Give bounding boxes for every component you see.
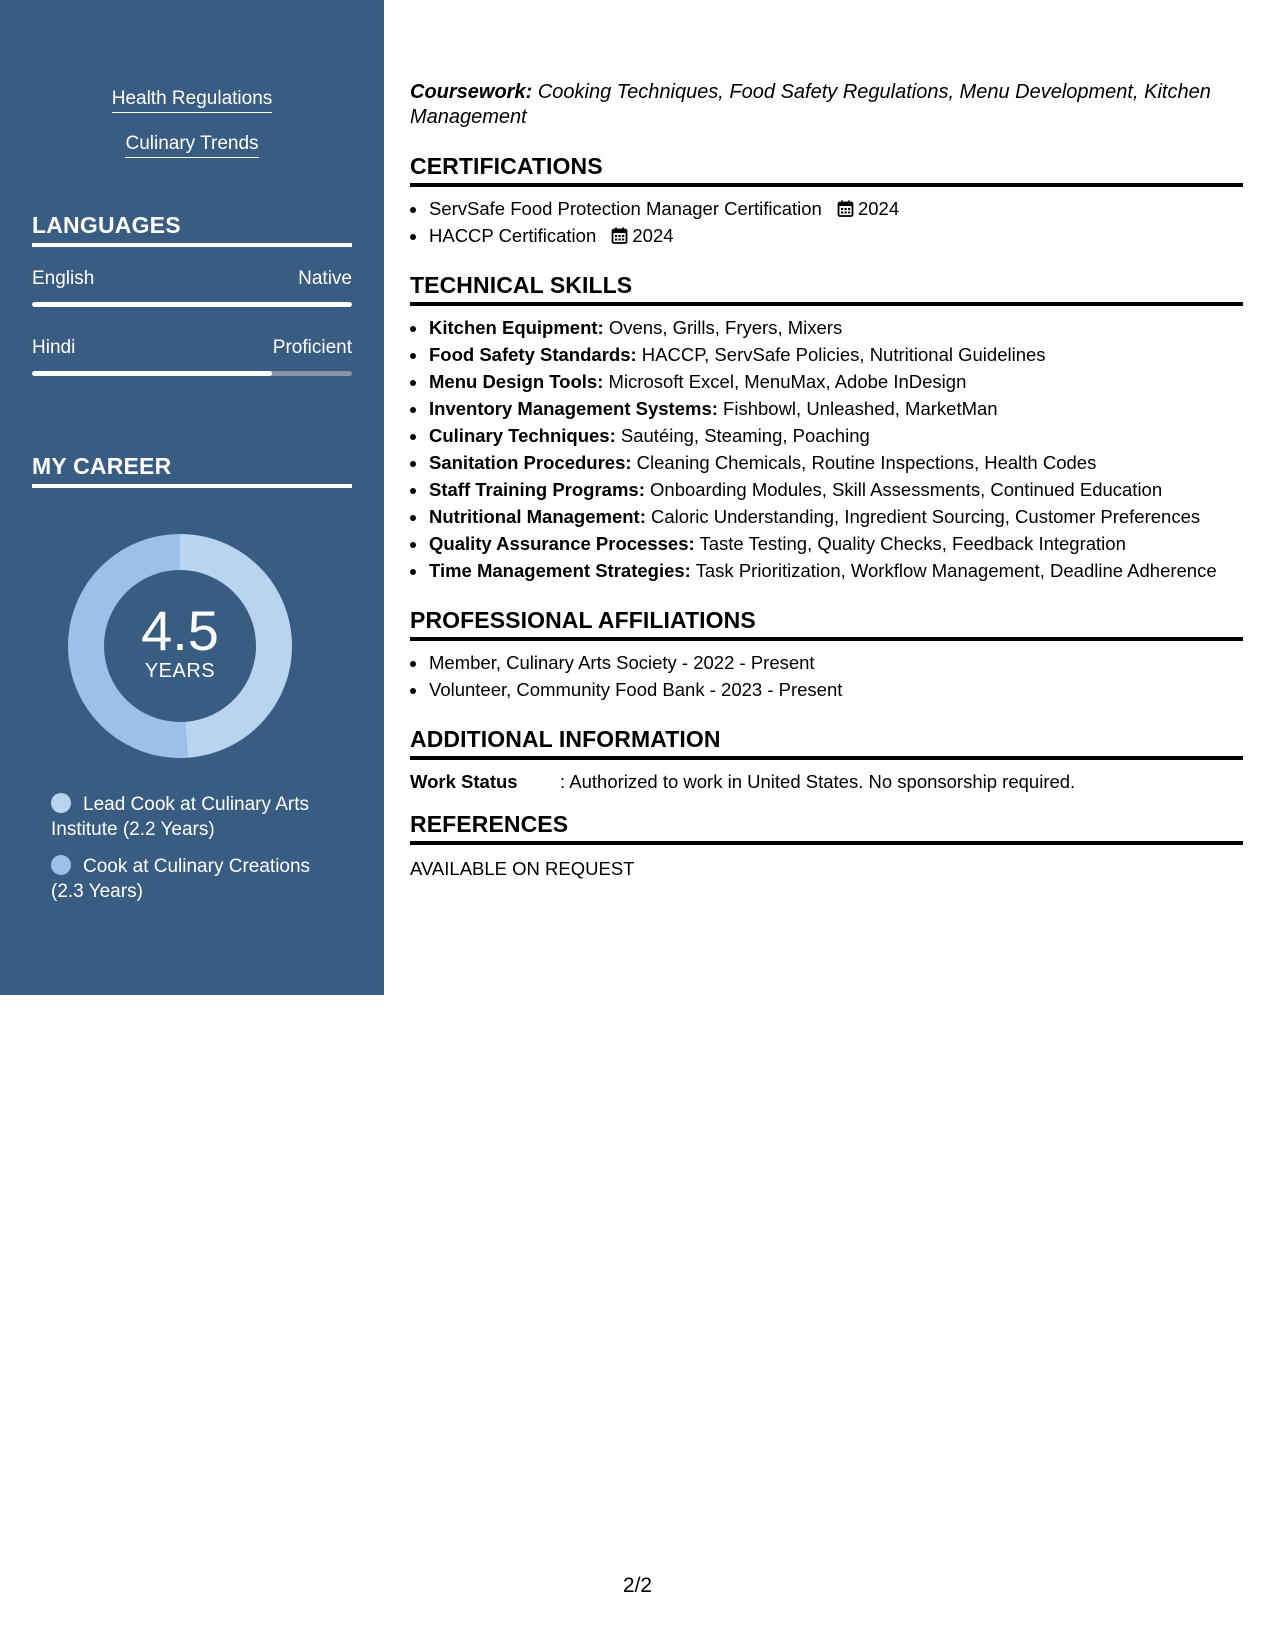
list-item	[428, 314, 1243, 341]
list-item	[428, 368, 1243, 395]
career-donut-chart	[66, 532, 294, 760]
skill-value: Sautéing, Steaming, Poaching	[620, 425, 870, 446]
list-item	[428, 395, 1243, 422]
skill-label: Kitchen Equipment:	[429, 317, 604, 338]
list-item	[428, 530, 1243, 557]
list-item	[428, 476, 1243, 503]
certification-year: 2024	[857, 198, 900, 219]
skill-value: Taste Testing, Quality Checks, Feedback Integration	[699, 533, 1126, 554]
skill-value: Ovens, Grills, Fryers, Mixers	[608, 317, 843, 338]
skill-value: Task Prioritization, Workflow Management, Deadline Adherence	[695, 560, 1217, 581]
certification-year: 2024	[632, 225, 674, 246]
work-status-value: : Authorized to work in United States. No sponsorship required.	[560, 771, 1076, 792]
list-item	[428, 222, 1243, 249]
coursework	[410, 80, 1243, 130]
list-item	[428, 341, 1243, 368]
coursework-text: Cooking Techniques, Food Safety Regulations, Menu Development, Kitchen Management	[410, 81, 1211, 128]
donut-center	[66, 532, 294, 760]
certifications-heading: CERTIFICATIONS	[410, 153, 1243, 187]
language-level: Proficient	[272, 337, 352, 358]
affiliations-heading: PROFESSIONAL AFFILIATIONS	[410, 607, 1243, 641]
list-item: • Member, Culinary Arts Society - 2022 - Present	[428, 649, 1243, 676]
skill-label: Food Safety Standards:	[429, 344, 637, 365]
additional-information-heading: ADDITIONAL INFORMATION	[410, 726, 1243, 760]
interest-item	[0, 88, 384, 113]
language-name: Hindi	[32, 337, 76, 358]
legend-dot-icon	[51, 855, 71, 875]
skill-label: Staff Training Programs:	[429, 479, 645, 500]
language-proficiency-fill	[32, 302, 352, 307]
skill-label: Menu Design Tools:	[429, 371, 604, 392]
affiliations-list	[410, 649, 1243, 703]
language-proficiency-bar	[32, 371, 352, 376]
certifications-list	[410, 195, 1243, 249]
technical-skills-heading: TECHNICAL SKILLS	[410, 272, 1243, 306]
skill-label: Inventory Management Systems:	[429, 398, 718, 419]
skill-value: Onboarding Modules, Skill Assessments, Continued Education	[650, 479, 1163, 500]
career-legend-item	[51, 792, 331, 842]
career-total-unit: YEARS	[144, 659, 216, 682]
skill-value: HACCP, ServSafe Policies, Nutritional Guidelines	[641, 344, 1046, 365]
career-legend-item	[51, 854, 331, 904]
language-level: Native	[298, 268, 352, 289]
language-name: English	[32, 268, 95, 289]
skill-label: Sanitation Procedures:	[429, 452, 632, 473]
skill-label: Culinary Techniques:	[429, 425, 616, 446]
career-heading: MY CAREER	[32, 453, 352, 488]
certification-name: HACCP Certification	[429, 225, 597, 246]
list-item	[428, 195, 1243, 222]
skill-label: Time Management Strategies:	[429, 560, 691, 581]
skill-value: Caloric Understanding, Ingredient Sourcing, Customer Preferences	[651, 506, 1201, 527]
main-content	[410, 80, 1243, 882]
calendar-icon	[611, 227, 628, 244]
career-legend-label: Cook at Culinary Creations (2.3 Years)	[51, 856, 311, 902]
references-text: AVAILABLE ON REQUEST	[410, 858, 635, 879]
list-item	[428, 503, 1243, 530]
language-proficiency-bar	[32, 302, 352, 307]
skill-value: Microsoft Excel, MenuMax, Adobe InDesign	[608, 371, 967, 392]
certification-name: ServSafe Food Protection Manager Certification	[429, 198, 822, 219]
coursework-label: Coursework:	[410, 81, 533, 103]
language-proficiency-fill	[32, 371, 272, 376]
list-item	[428, 422, 1243, 449]
skill-label: Nutritional Management:	[429, 506, 646, 527]
references-heading: REFERENCES	[410, 811, 1243, 845]
skills-list	[410, 314, 1243, 584]
legend-dot-icon	[51, 793, 71, 813]
interest-item	[0, 133, 384, 158]
work-status-row	[410, 768, 1243, 795]
interest-label: Health Regulations	[112, 88, 273, 113]
skill-label: Quality Assurance Processes:	[429, 533, 695, 554]
interest-label: Culinary Trends	[125, 133, 258, 158]
list-item: • Volunteer, Community Food Bank - 2023 - Present	[428, 676, 1243, 703]
career-total-value: 4.5	[141, 598, 219, 662]
list-item	[428, 449, 1243, 476]
calendar-icon	[837, 200, 854, 217]
skill-value: Fishbowl, Unleashed, MarketMan	[723, 398, 998, 419]
sidebar	[0, 0, 384, 995]
career-legend-label: Lead Cook at Culinary Arts Institute (2.2 Years)	[51, 794, 310, 840]
skill-value: Cleaning Chemicals, Routine Inspections, Health Codes	[636, 452, 1097, 473]
page-number: 2/2	[622, 1574, 653, 1597]
languages-heading: LANGUAGES	[32, 212, 352, 247]
work-status-key: Work Status	[410, 771, 518, 792]
list-item	[428, 557, 1243, 584]
